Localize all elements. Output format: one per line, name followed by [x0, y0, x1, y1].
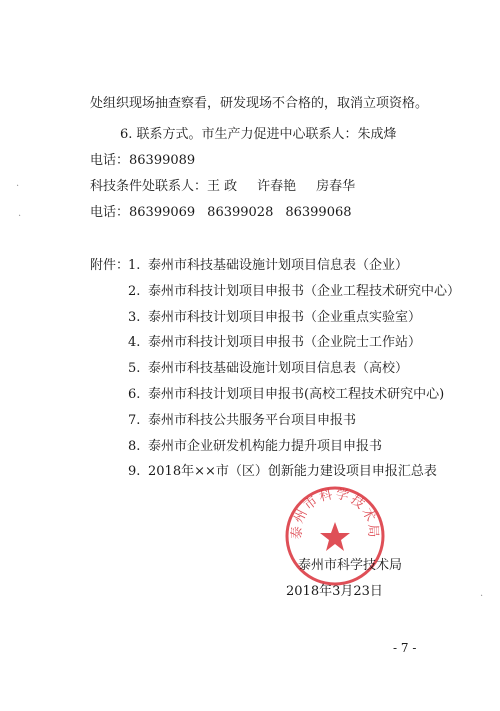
attachment-item — [128, 335, 460, 361]
attachments-list — [128, 258, 460, 490]
phone-line-2 — [90, 205, 352, 221]
contact-person-2: 许春艳 — [257, 179, 297, 194]
attachment-item — [128, 413, 460, 439]
phone-2-b: 86399028 — [207, 205, 274, 220]
contact-heading: 6. 联系方式。市生产力促进中心联系人：朱成烽 — [120, 127, 397, 142]
attachment-item — [128, 310, 460, 336]
scan-speck: · — [480, 591, 484, 602]
attachment-number: 6. — [128, 386, 141, 402]
attachment-title: 泰州市科技计划项目申报书（企业重点实验室） — [148, 309, 422, 325]
attachment-number: 9. — [128, 464, 141, 480]
attachment-number: 1. — [128, 258, 141, 273]
attachment-title: 泰州市科技计划项目申报书(高校工程技术研究中心) — [148, 386, 445, 402]
attachments-label: 附件： — [90, 258, 130, 273]
attachment-title: 泰州市科技公共服务平台项目申报书 — [148, 412, 357, 428]
attachment-item — [128, 284, 460, 310]
attachment-item — [128, 361, 460, 387]
attachment-item — [128, 258, 460, 284]
phone-line-1: 电话：86399089 — [90, 153, 196, 168]
phone-2-a: 电话：86399069 — [90, 205, 196, 220]
attachment-number: 8. — [128, 438, 141, 454]
attachment-title: 泰州市科技基础设施计划项目信息表（企业） — [148, 258, 409, 273]
svg-text:泰州市科学技术局: 泰州市科学技术局 — [289, 486, 381, 540]
attachment-number: 7. — [128, 412, 141, 428]
phone-2-c: 86399068 — [285, 205, 352, 220]
signature-organization: 泰州市科学技术局 — [298, 558, 403, 573]
attachment-number: 3. — [128, 309, 141, 325]
attachment-title: 泰州市科技基础设施计划项目信息表（高校） — [148, 361, 409, 377]
page-number: - 7 - — [393, 641, 417, 655]
attachment-item — [128, 439, 460, 465]
paragraph-line: 处组织现场抽查察看，研发现场不合格的，取消立项资格。 — [90, 96, 429, 111]
scan-speck: · — [18, 211, 22, 222]
contact-dept-line — [90, 179, 355, 195]
attachment-title: 泰州市企业研发机构能力提升项目申报书 — [148, 438, 383, 454]
attachment-title: 泰州市科技计划项目申报书（企业工程技术研究中心） — [148, 283, 461, 299]
contact-person-3: 房春华 — [316, 179, 356, 194]
attachment-number: 4. — [128, 335, 141, 351]
signature-date: 2018年3月23日 — [286, 584, 383, 599]
attachment-title: 2018年××市（区）创新能力建设项目申报汇总表 — [148, 464, 437, 480]
attachment-item — [128, 387, 460, 413]
scan-speck: · — [16, 181, 20, 192]
contact-dept-text: 科技条件处联系人：王 政 — [90, 179, 238, 194]
attachment-number: 5. — [128, 361, 141, 377]
attachment-number: 2. — [128, 283, 141, 299]
attachment-title: 泰州市科技计划项目申报书（企业院士工作站） — [148, 335, 422, 351]
